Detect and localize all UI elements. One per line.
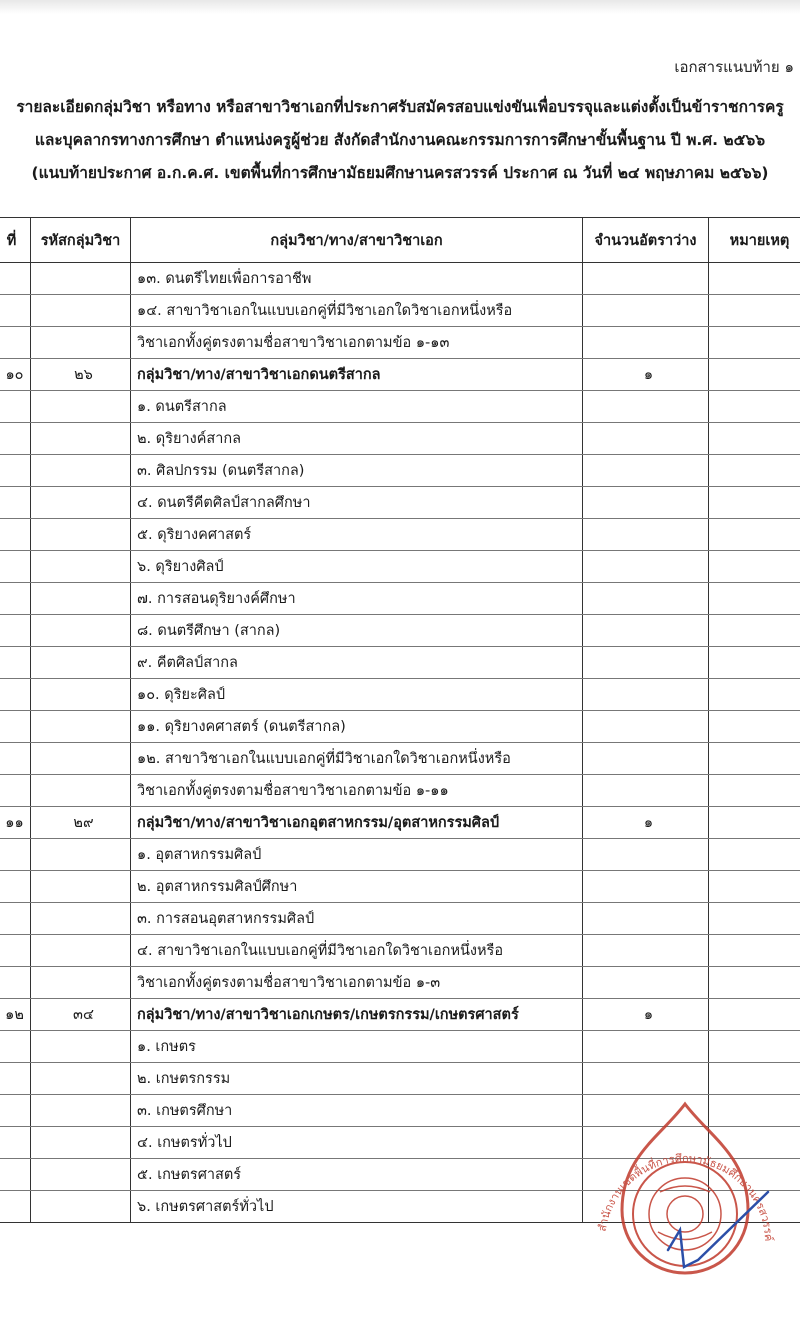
- vacancy-table: [0, 217, 800, 1223]
- table-row: [0, 455, 800, 487]
- table-row: [0, 327, 800, 359]
- row-number-cell: [0, 679, 31, 711]
- note-cell: [709, 711, 800, 743]
- subject-name-cell: ๓. ศิลปกรรม (ดนตรีสากล): [131, 455, 583, 487]
- subject-code-cell: [31, 1127, 131, 1159]
- subject-name-cell: ๗. การสอนดุริยางค์ศึกษา: [131, 583, 583, 615]
- row-number-cell: [0, 647, 31, 679]
- note-cell: [709, 487, 800, 519]
- subject-name-cell: ๔. ดนตรีคีตศิลป์สากลศึกษา: [131, 487, 583, 519]
- vacancies-cell: [583, 967, 709, 999]
- subject-name-cell: ๙. คีตศิลป์สากล: [131, 647, 583, 679]
- column-header-no: ที่: [0, 218, 31, 263]
- table-row: [0, 487, 800, 519]
- subject-name-cell: กลุ่มวิชา/ทาง/สาขาวิชาเอกดนตรีสากล: [131, 359, 583, 391]
- subject-name-cell: ๑. เกษตร: [131, 1031, 583, 1063]
- subject-code-cell: ๒๙: [31, 807, 131, 839]
- row-number-cell: [0, 487, 31, 519]
- subject-code-cell: [31, 391, 131, 423]
- vacancies-cell: [583, 647, 709, 679]
- subject-code-cell: [31, 455, 131, 487]
- subject-code-cell: [31, 743, 131, 775]
- vacancies-cell: [583, 551, 709, 583]
- official-seal: [596, 1104, 775, 1273]
- subject-code-cell: [31, 935, 131, 967]
- note-cell: [709, 615, 800, 647]
- vacancies-cell: [583, 423, 709, 455]
- note-cell: [709, 839, 800, 871]
- subject-name-cell: ๑๐. ดุริยะศิลป์: [131, 679, 583, 711]
- vacancies-cell: [583, 711, 709, 743]
- note-cell: [709, 775, 800, 807]
- document-title-line-2: และบุคลากรทางการศึกษา ตำแหน่งครูผู้ช่วย สังกัดสำนักงานคณะกรรมการการศึกษาขั้นพื้นฐาน ปี พ.ศ. ๒๕๖๖: [34, 131, 766, 149]
- note-cell: [709, 807, 800, 839]
- column-header-note: หมายเหตุ: [709, 218, 800, 263]
- row-number-cell: [0, 1191, 31, 1223]
- note-cell: [709, 455, 800, 487]
- subject-code-cell: [31, 711, 131, 743]
- vacancies-cell: [583, 935, 709, 967]
- subject-code-cell: [31, 551, 131, 583]
- table-row: [0, 839, 800, 871]
- column-header-code: รหัสกลุ่มวิชา: [31, 218, 131, 263]
- vacancies-cell: [583, 263, 709, 295]
- table-header-row: [0, 218, 800, 263]
- subject-name-cell: ๑๑. ดุริยางคศาสตร์ (ดนตรีสากล): [131, 711, 583, 743]
- subject-name-cell: ๑๓. ดนตรีไทยเพื่อการอาชีพ: [131, 263, 583, 295]
- row-number-cell: [0, 1159, 31, 1191]
- subject-code-cell: [31, 615, 131, 647]
- row-number-cell: [0, 551, 31, 583]
- document-title-line-1: รายละเอียดกลุ่มวิชา หรือทาง หรือสาขาวิชาเอกที่ประกาศรับสมัครสอบแข่งขันเพื่อบรรจุและแต่งตั้งเป็นข้าราชการครู: [16, 98, 784, 116]
- scan-edge-shadow: [0, 0, 800, 14]
- table-row: [0, 583, 800, 615]
- row-number-cell: [0, 423, 31, 455]
- vacancies-cell: [583, 455, 709, 487]
- note-cell: [709, 1031, 800, 1063]
- subject-name-cell: กลุ่มวิชา/ทาง/สาขาวิชาเอกอุตสาหกรรม/อุตสาหกรรมศิลป์: [131, 807, 583, 839]
- row-number-cell: ๑๑: [0, 807, 31, 839]
- row-number-cell: [0, 839, 31, 871]
- subject-name-cell: ๑. ดนตรีสากล: [131, 391, 583, 423]
- row-number-cell: [0, 711, 31, 743]
- row-number-cell: [0, 327, 31, 359]
- table-row: [0, 391, 800, 423]
- vacancies-cell: ๑: [583, 999, 709, 1031]
- table-row: [0, 423, 800, 455]
- table-row: [0, 647, 800, 679]
- table-row: [0, 935, 800, 967]
- subject-name-cell: ๔. เกษตรทั่วไป: [131, 1127, 583, 1159]
- vacancies-cell: [583, 1063, 709, 1095]
- table-row: [0, 711, 800, 743]
- subject-name-cell: ๓. เกษตรศึกษา: [131, 1095, 583, 1127]
- subject-name-cell: วิชาเอกทั้งคู่ตรงตามชื่อสาขาวิชาเอกตามข้อ ๑-๓: [131, 967, 583, 999]
- subject-name-cell: ๑. อุตสาหกรรมศิลป์: [131, 839, 583, 871]
- note-cell: [709, 935, 800, 967]
- row-number-cell: [0, 295, 31, 327]
- row-number-cell: [0, 903, 31, 935]
- vacancies-cell: [583, 1031, 709, 1063]
- subject-group-row: [0, 807, 800, 839]
- table-row: [0, 967, 800, 999]
- row-number-cell: [0, 455, 31, 487]
- row-number-cell: [0, 1031, 31, 1063]
- subject-name-cell: กลุ่มวิชา/ทาง/สาขาวิชาเอกเกษตร/เกษตรกรรม/เกษตรศาสตร์: [131, 999, 583, 1031]
- row-number-cell: [0, 935, 31, 967]
- subject-code-cell: [31, 487, 131, 519]
- subject-name-cell: ๑๒. สาขาวิชาเอกในแบบเอกคู่ที่มีวิชาเอกใดวิชาเอกหนึ่งหรือ: [131, 743, 583, 775]
- row-number-cell: [0, 967, 31, 999]
- subject-code-cell: [31, 295, 131, 327]
- note-cell: [709, 1063, 800, 1095]
- vacancies-cell: [583, 871, 709, 903]
- subject-name-cell: ๖. ดุริยางศิลป์: [131, 551, 583, 583]
- subject-name-cell: วิชาเอกทั้งคู่ตรงตามชื่อสาขาวิชาเอกตามข้อ ๑-๑๑: [131, 775, 583, 807]
- table-row: [0, 1063, 800, 1095]
- row-number-cell: ๑๒: [0, 999, 31, 1031]
- vacancies-cell: [583, 327, 709, 359]
- table-row: [0, 551, 800, 583]
- subject-name-cell: ๒. ดุริยางค์สากล: [131, 423, 583, 455]
- vacancies-cell: [583, 615, 709, 647]
- row-number-cell: [0, 391, 31, 423]
- vacancies-cell: [583, 391, 709, 423]
- vacancies-cell: ๑: [583, 807, 709, 839]
- subject-code-cell: [31, 679, 131, 711]
- subject-name-cell: ๒. อุตสาหกรรมศิลป์ศึกษา: [131, 871, 583, 903]
- subject-group-row: [0, 359, 800, 391]
- subject-code-cell: [31, 647, 131, 679]
- subject-code-cell: [31, 519, 131, 551]
- vacancies-cell: [583, 679, 709, 711]
- row-number-cell: [0, 583, 31, 615]
- subject-name-cell: ๑๔. สาขาวิชาเอกในแบบเอกคู่ที่มีวิชาเอกใดวิชาเอกหนึ่งหรือ: [131, 295, 583, 327]
- note-cell: [709, 551, 800, 583]
- row-number-cell: ๑๐: [0, 359, 31, 391]
- subject-code-cell: [31, 263, 131, 295]
- document-title-line-3: (แนบท้ายประกาศ อ.ก.ค.ศ. เขตพื้นที่การศึกษามัธยมศึกษานครสวรรค์ ประกาศ ณ วันที่ ๒๔ พฤษภาคม ๒๕๖๖): [31, 164, 769, 182]
- note-cell: [709, 647, 800, 679]
- subject-code-cell: [31, 423, 131, 455]
- row-number-cell: [0, 1063, 31, 1095]
- subject-name-cell: ๒. เกษตรกรรม: [131, 1063, 583, 1095]
- table-row: [0, 775, 800, 807]
- subject-code-cell: [31, 967, 131, 999]
- annex-label: เอกสารแนบท้าย ๑: [674, 58, 794, 76]
- column-header-subject: กลุ่มวิชา/ทาง/สาขาวิชาเอก: [131, 218, 583, 263]
- row-number-cell: [0, 1095, 31, 1127]
- table-row: [0, 263, 800, 295]
- note-cell: [709, 999, 800, 1031]
- subject-name-cell: ๘. ดนตรีศึกษา (สากล): [131, 615, 583, 647]
- vacancies-cell: [583, 583, 709, 615]
- table-row: [0, 519, 800, 551]
- table-row: [0, 743, 800, 775]
- note-cell: [709, 583, 800, 615]
- vacancies-cell: [583, 839, 709, 871]
- vacancies-cell: [583, 487, 709, 519]
- subject-name-cell: ๓. การสอนอุตสาหกรรมศิลป์: [131, 903, 583, 935]
- subject-name-cell: วิชาเอกทั้งคู่ตรงตามชื่อสาขาวิชาเอกตามข้อ ๑-๑๓: [131, 327, 583, 359]
- row-number-cell: [0, 775, 31, 807]
- note-cell: [709, 359, 800, 391]
- row-number-cell: [0, 263, 31, 295]
- table-row: [0, 615, 800, 647]
- vacancies-cell: [583, 743, 709, 775]
- subject-code-cell: ๓๔: [31, 999, 131, 1031]
- subject-name-cell: ๕. เกษตรศาสตร์: [131, 1159, 583, 1191]
- note-cell: [709, 871, 800, 903]
- table-row: [0, 903, 800, 935]
- subject-code-cell: [31, 839, 131, 871]
- subject-code-cell: [31, 1063, 131, 1095]
- subject-code-cell: [31, 1159, 131, 1191]
- vacancies-cell: [583, 295, 709, 327]
- row-number-cell: [0, 519, 31, 551]
- subject-code-cell: [31, 871, 131, 903]
- subject-name-cell: ๔. สาขาวิชาเอกในแบบเอกคู่ที่มีวิชาเอกใดวิชาเอกหนึ่งหรือ: [131, 935, 583, 967]
- subject-code-cell: [31, 775, 131, 807]
- table-row: [0, 679, 800, 711]
- subject-code-cell: [31, 1191, 131, 1223]
- subject-code-cell: [31, 327, 131, 359]
- note-cell: [709, 743, 800, 775]
- row-number-cell: [0, 1127, 31, 1159]
- note-cell: [709, 263, 800, 295]
- subject-code-cell: [31, 1095, 131, 1127]
- note-cell: [709, 423, 800, 455]
- subject-code-cell: [31, 583, 131, 615]
- table-row: [0, 871, 800, 903]
- subject-code-cell: [31, 1031, 131, 1063]
- subject-name-cell: ๖. เกษตรศาสตร์ทั่วไป: [131, 1191, 583, 1223]
- note-cell: [709, 967, 800, 999]
- svg-text:สำนักงานเขตพื้นที่การศึกษามัธย: สำนักงานเขตพื้นที่การศึกษามัธยมศึกษานครสวรรค์: [595, 1151, 776, 1242]
- note-cell: [709, 679, 800, 711]
- table-row: [0, 1031, 800, 1063]
- table-row: [0, 295, 800, 327]
- row-number-cell: [0, 743, 31, 775]
- note-cell: [709, 519, 800, 551]
- note-cell: [709, 295, 800, 327]
- vacancies-cell: [583, 519, 709, 551]
- subject-name-cell: ๕. ดุริยางคศาสตร์: [131, 519, 583, 551]
- official-seal-and-signature: [580, 1092, 790, 1292]
- subject-group-row: [0, 999, 800, 1031]
- subject-code-cell: [31, 903, 131, 935]
- vacancies-cell: [583, 903, 709, 935]
- row-number-cell: [0, 871, 31, 903]
- vacancies-cell: ๑: [583, 359, 709, 391]
- subject-code-cell: ๒๖: [31, 359, 131, 391]
- note-cell: [709, 391, 800, 423]
- note-cell: [709, 327, 800, 359]
- column-header-vacancies: จำนวนอัตราว่าง: [583, 218, 709, 263]
- note-cell: [709, 903, 800, 935]
- row-number-cell: [0, 615, 31, 647]
- vacancies-cell: [583, 775, 709, 807]
